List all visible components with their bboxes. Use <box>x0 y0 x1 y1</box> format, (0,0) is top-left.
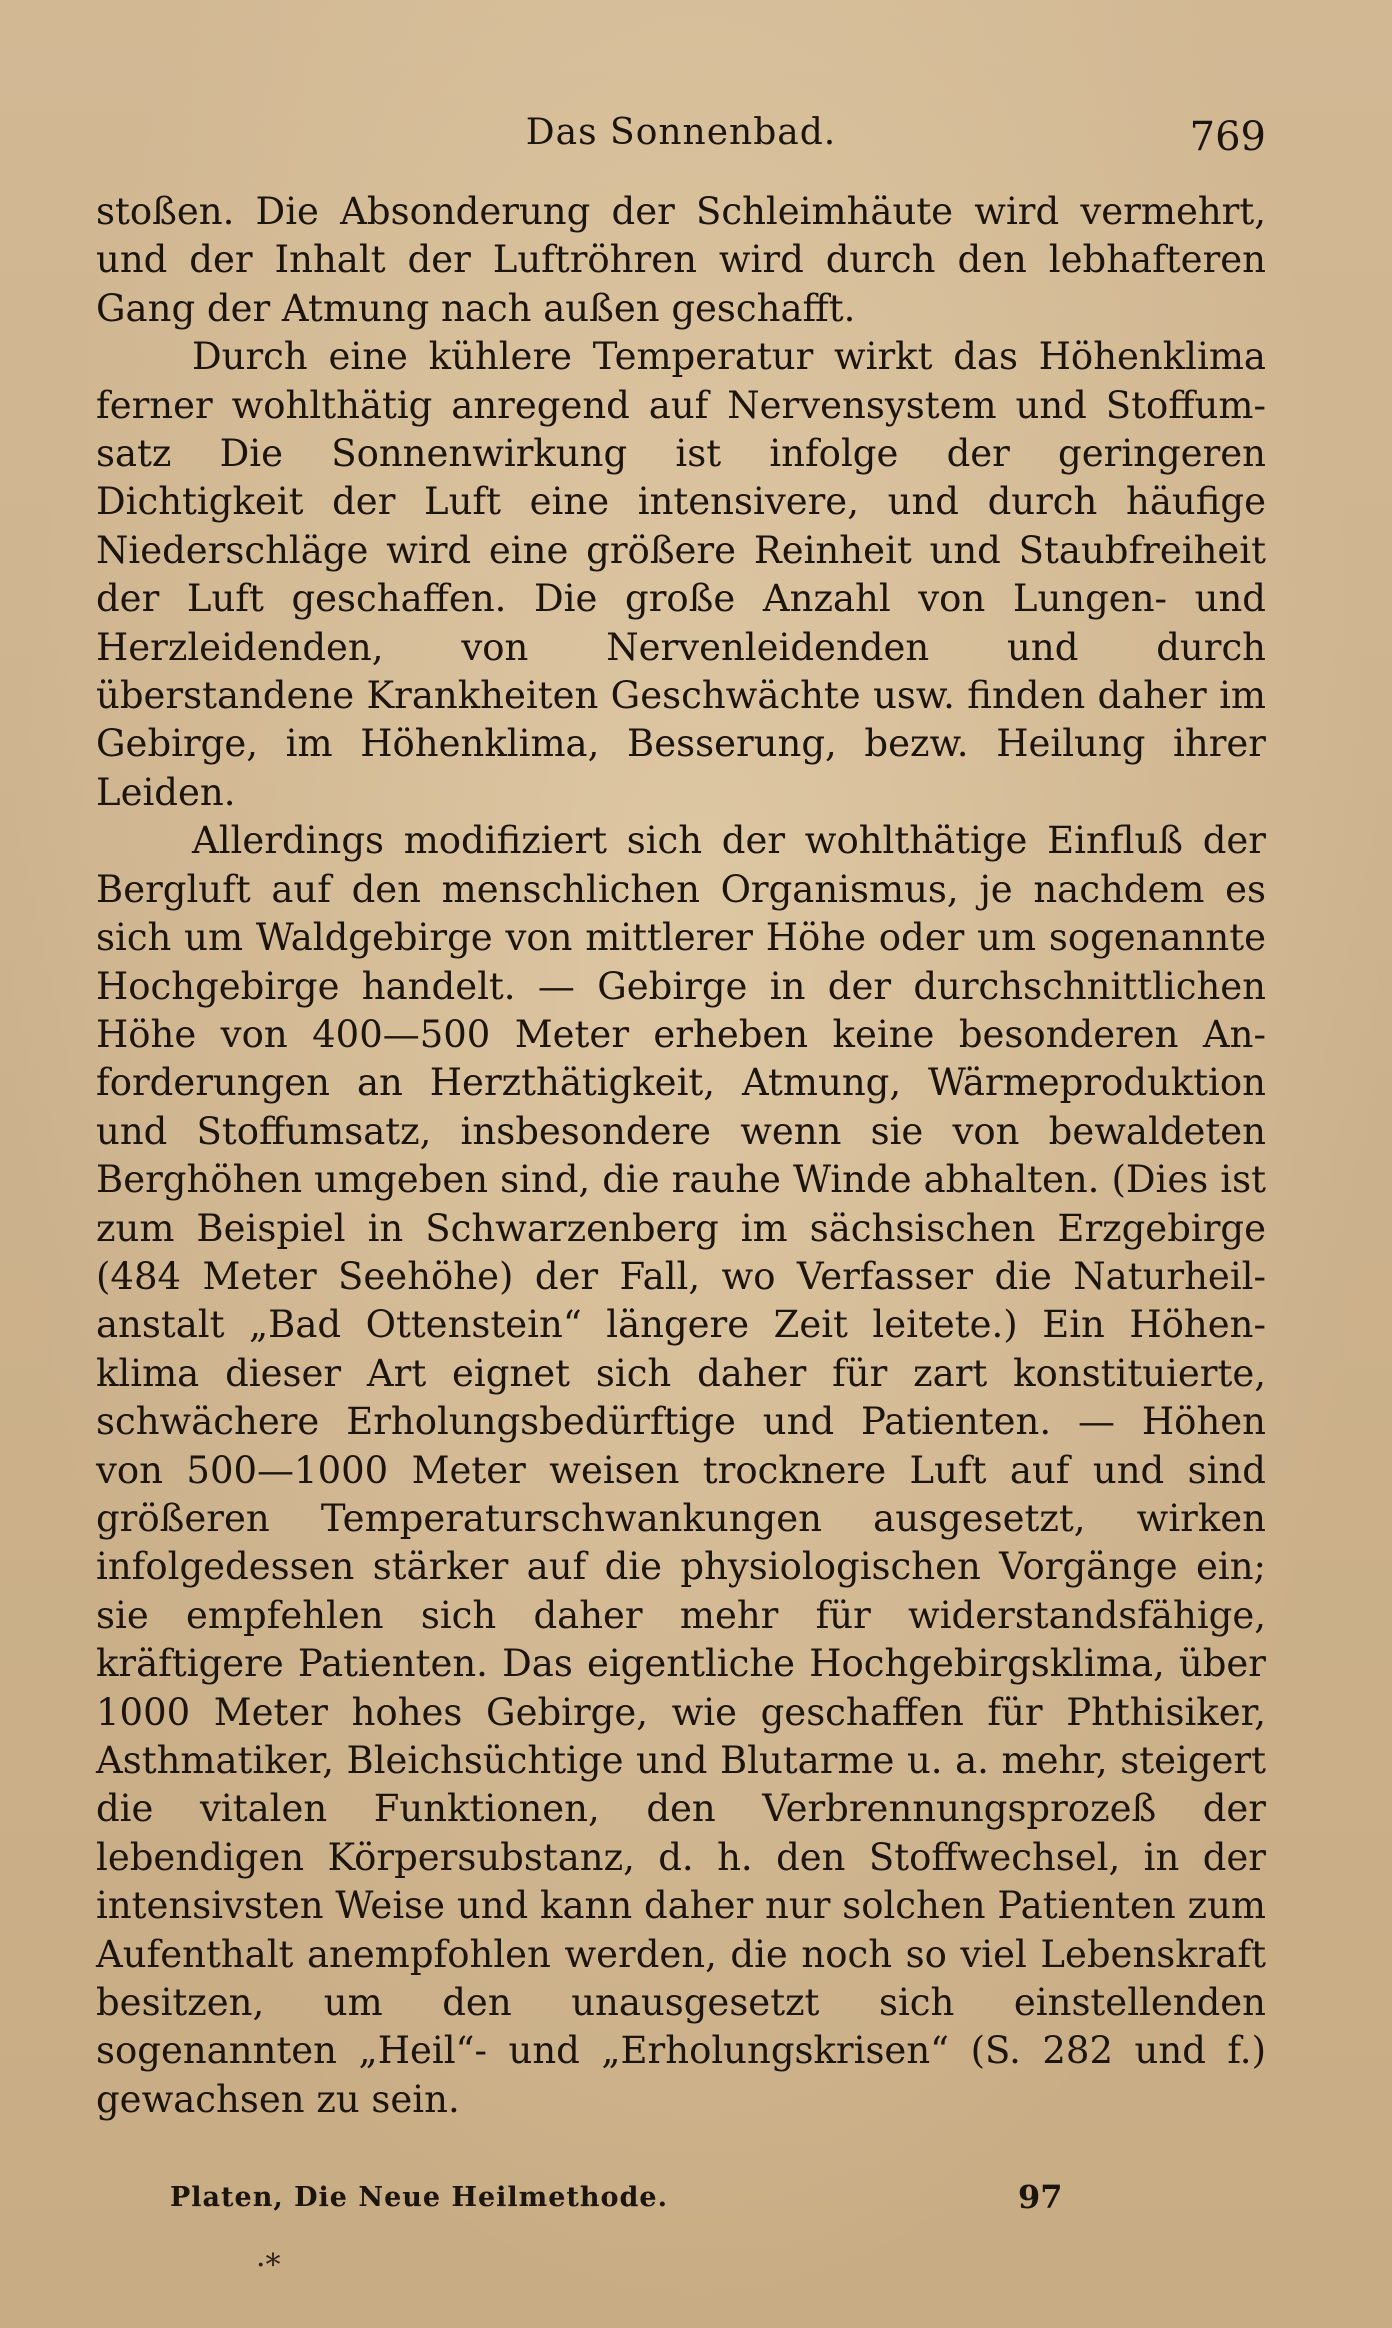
signature-number: 97 <box>1018 2178 1063 2216</box>
page-number: 769 <box>1189 114 1266 160</box>
page-footer <box>170 2178 1070 2232</box>
printer-signature: Platen, Die Neue Heilmethode. <box>170 2182 668 2213</box>
body-text <box>96 188 1266 2124</box>
footer-mark: ·* <box>256 2248 281 2283</box>
running-head <box>96 108 1266 164</box>
running-head-title: Das Sonnenbad. <box>525 112 837 153</box>
paragraph-2: Durch eine kühlere Temperatur wirkt das Höhenklima ferner wohlthätig anregend auf Nervensystem und Stoffumsatz Die Sonnenwirkung ist infolge der geringeren Dichtigkeit der Luft eine intensivere, und durch häufige Niederschläge wird eine größere Reinheit und Staubfreiheit der Luft geschaffen. Die große Anzahl von Lungen- und Herzleidenden, von Nervenleidenden und durch überstandene Krankheiten Geschwächte usw. finden daher im Gebirge, im Höhenklima, Besserung, bezw. Heilung ihrer Leiden. <box>96 335 1266 814</box>
paragraph-1: stoßen. Die Absonderung der Schleimhäute wird vermehrt, und der Inhalt der Luftröhren wird durch den lebhafteren Gang der Atmung nach außen geschafft. <box>96 190 1266 330</box>
paragraph-3: Allerdings modifiziert sich der wohlthätige Einfluß der Bergluft auf den menschlichen Organismus, je nachdem es sich um Waldgebirge von mittlerer Höhe oder um sogenannte Hochgebirge handelt. — Gebirge in der durchschnittlichen Höhe von 400—500 Meter erheben keine besonderen Anforderungen an Herzthätigkeit, Atmung, Wärmeproduktion und Stoffumsatz, insbesondere wenn sie von bewaldeten Berghöhen umgeben sind, die rauhe Winde abhalten. (Dies ist zum Beispiel in Schwarzenberg im sächsischen Erzgebirge (484 Meter Seehöhe) der Fall, wo Verfasser die Naturheilanstalt „Bad Ottenstein“ längere Zeit leitete.) Ein Höhenklima dieser Art eignet sich daher für zart konstituierte, schwächere Erholungsbedürftige und Patienten. — Höhen von 500—1000 Meter weisen trocknere Luft auf und sind größeren Temperaturschwankungen ausgesetzt, wirken infolgedessen stärker auf die physiologischen Vorgänge ein; sie empfehlen sich daher mehr für widerstandsfähige, kräftigere Patienten. Das eigentliche Hochgebirgsklima, über 1000 Meter hohes Gebirge, wie geschaffen für Phthisiker, Asthmatiker, Bleichsüchtige und Blutarme u. a. mehr, steigert die vitalen Funktionen, den Verbrennungsprozeß der lebendigen Körpersubstanz, d. h. den Stoffwechsel, in der intensivsten Weise und kann daher nur solchen Patienten zum Aufenthalt anempfohlen werden, die noch so viel Lebenskraft besitzen, um den unausgesetzt sich einstellenden sogenannten „Heil“- und „Erholungskrisen“ (S. 282 und f.) gewachsen zu sein. <box>96 819 1266 2121</box>
